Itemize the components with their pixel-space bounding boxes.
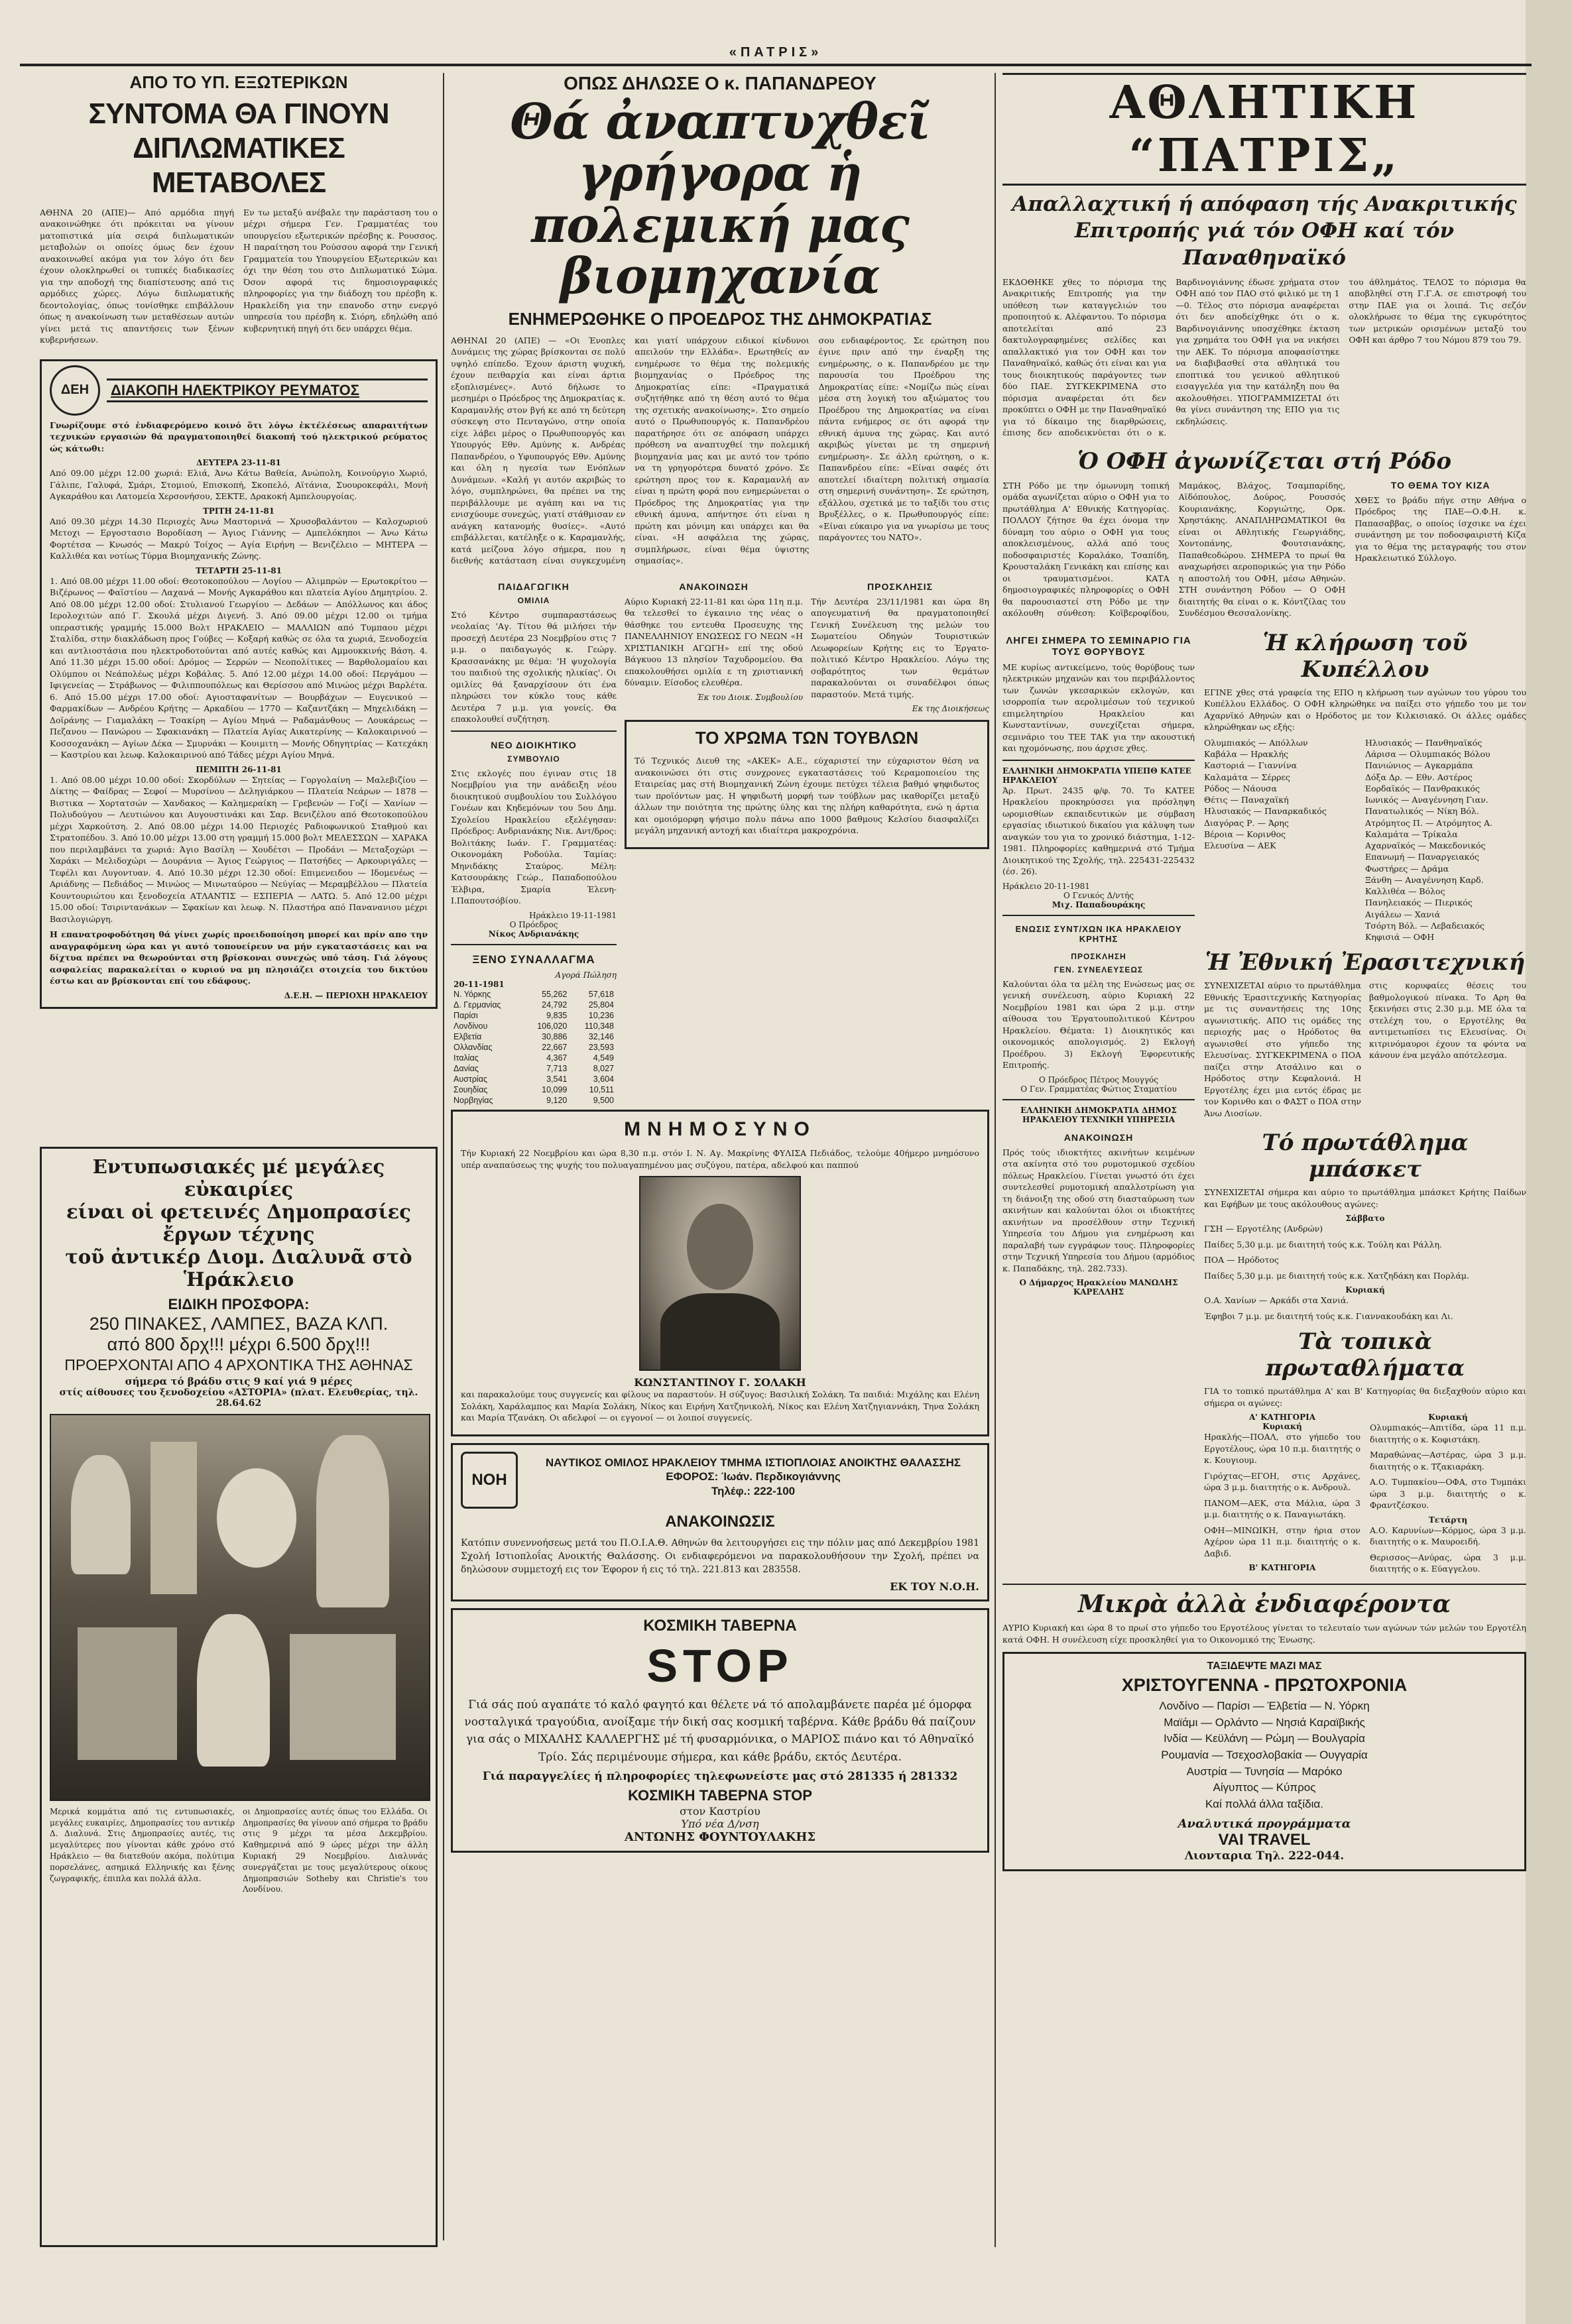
col2-left-narrow [451, 573, 617, 1106]
fx-sell: 25,804 [588, 1000, 614, 1010]
eras-body-2: στις κορυφαίες θέσεις του βαθμολογικού πίνακα. Το Αρη θα ξεκινήσει στις 2.30 μ.μ. ΜΕ όλα τα στελέχη του, ο Εργοτέλης θα αντιμετωπίσει τις Ελευσίνας. Οι κιτρινόμαυροι έχουν τα φόντα να κάνουν ένα μεγάλο απότελεσμα. [1369, 980, 1526, 1061]
cup-pair: Ρόδος — Νάουσα [1204, 783, 1277, 793]
cup-pair-row [1204, 805, 1526, 817]
cup-pair: Εορδαϊκός — Πανθρακικός [1365, 783, 1480, 793]
col3-right-stack [1204, 627, 1526, 1576]
dei-signature: Δ.Ε.Η. — ΠΕΡΙΟΧΗ ΗΡΑΚΛΕΙΟΥ [284, 990, 428, 1000]
cup-pair: Κηφισιά — ΟΦΗ [1365, 932, 1435, 943]
travel-prog: Αναλυτικά προγράμματα [1178, 1816, 1351, 1831]
local-fixture: Ολυμπιακός—Απιτίδα, ώρα 11 π.μ. διαιτητής ο κ. Κοφιστάκη. [1370, 1423, 1526, 1444]
fx-row [451, 1084, 617, 1095]
cup-pair: Ιωνικός — Αναγέννηση Γιαν. [1365, 795, 1488, 805]
fx-currency: Αυστρίας [453, 1074, 487, 1084]
cup-pair: Ηλυσιακός — Παναρκαδικός [1204, 806, 1327, 817]
fx-sell: 3,604 [593, 1074, 614, 1084]
cup-pair-row [1204, 920, 1526, 931]
fx-buy: 9,835 [546, 1010, 568, 1020]
column-1 [40, 73, 438, 1120]
dem-sign: Ο Γενικός Δ/ντής [1063, 890, 1134, 900]
dem-name: Μιχ. Παπαδουράκης [1052, 900, 1146, 909]
travel-destination: Ινδία — Κεϋλάνη — Ρώμη — Βουλγαρία [1164, 1732, 1365, 1745]
cup-pair: Λάρισα — Ολυμπιακός Βόλου [1365, 749, 1490, 760]
col3-left-stack [1002, 627, 1195, 1576]
local-heading: Κυριακή [1428, 1413, 1468, 1423]
rodos-headline: Ὁ ΟΦΗ ἀγωνίζεται στή Ρόδο [1077, 447, 1452, 475]
fx-sell: 9,500 [593, 1095, 614, 1105]
cup-pair: Καστοριά — Γιαννίνα [1204, 760, 1298, 771]
proskl-sign: Εκ της Διοικήσεως [912, 704, 989, 714]
kiza-body: ΧΘΕΣ το βράδυ πήγε στην Αθήνα ο Πρόεδρος της ΠΑΕ—Ο.Φ.Η. κ. Παπασαββας, ο οποίος ίσχσικε να έχει συνάντηση με τον ποδοσφαιριστή Κίζα για το θέμα της μεταγραφής του στον Ηρακλειωτικό Σύλλογο. [1355, 494, 1526, 563]
cup-pair: Αχαρναϊκός — Μακεδονικός [1365, 841, 1486, 851]
local-fixture: Α.Ο. Τυμπακίου—ΟΦΑ, στο Τυμπάκι ώρα 3 μ.μ. διαιτητής ο κ. Φραντζέσκου. [1370, 1477, 1526, 1511]
fx-buy: 10,099 [542, 1084, 568, 1094]
cup-pair-row [1204, 772, 1526, 783]
neo-sub: ΣΥΜΒΟΥΛΙΟ [507, 754, 560, 764]
nohm-tel: Τηλέφ.: 222-100 [711, 1484, 796, 1497]
cup-pair [1204, 863, 1365, 874]
sports-headline: ΑΘΛΗΤΙΚΗ “ΠΑΤΡΙΣ„ [1002, 73, 1526, 186]
cup-pair-row [1204, 829, 1526, 840]
column-divider-1 [443, 73, 444, 1147]
fx-title: ΞΕΝΟ ΣΥΝΑΛΛΑΓΜΑ [472, 953, 595, 966]
cup-headline: Ἡ κλήρωση τοῦ Κυπέλλου [1262, 629, 1468, 683]
fx-buy: 22,667 [542, 1042, 568, 1052]
divider [451, 944, 617, 945]
proskl-body: Τήν Δευτέρα 23/11/1981 και ώρα 8η απογευματινή θα πραγματοποιηθεί Γενική Συνέλευση της μελών του Σωματείου Οδηγών Τουριστικών Λεωφορείων Κρήτης εις το Έργατο-πολιτικό Κέντρο Ηρακλείου. Λόγω της σοβαρότητος των θεμάτων παρακαλούνται οι συναδέλφοι όπως παραστούν. Μετά τιμής. [811, 596, 989, 699]
travel-ad [1002, 1652, 1526, 1871]
col1-body-a: ΑΘΗΝΑ 20 (ΑΠΕ)— Από αρμόδια πηγή ανακοινώθηκε ότι πρόκειται να γίνουν ματοπιστικά μία σειρά διπλωματικών μεταβολών οι οποίες όμως δεν έχουν ανακοινωθεί ακόμα για τον λόγο ότι δεν έχουν ολοκληρωθεί οι τυπικές διαδικασίες για την αποδοχή της διαπίστευσης από τις αρμόδιες χώρες. Λόγω διπλωματικής δεοντολογίας, όπως τονίσθηκε επιβάλλουν όπως η ανακοίνωση των μεταθέσεων αυτών γίνει μετά τις απαντήσεις των ξένων κυβερνήσεων. [40, 207, 234, 345]
micra-body: ΑΥΡΙΟ Κυριακή και ώρα 8 το πρωί στο γήπεδο του Εργοτέλους γίνεται το τελευταίο των αγώνων τών μελών του Εργοτέλη κατά ΟΦΗ. Η συνέλευση είχε προσκληθεί για το Οικονομικό της Ένωσης. [1002, 1623, 1526, 1645]
ika-title: ΕΝΩΣΙΣ ΣΥΝΤ/ΧΩΝ ΙΚΑ ΗΡΑΚΛΕΙΟΥ ΚΡΗΤΗΣ [1015, 923, 1182, 944]
auction-caption-2: οι Δημοπρασίες αυτές όπως του Ελλάδα. Οι Δημοπρασίες θα γίνουν από σήμερα το βράδυ στις 9 μέχρι τα μέσα Δεκεμβρίου. Καθημερινά από 9 ώρες μέχρι την άλλη Κυριακή 29 Νοεμβρίου. Διαλυνάς συνεργάζεται με τους μεγαλύτερους οίκους Δημοπρασιών Sotheby και Christie's του Λονδίνου. [243, 1806, 428, 1894]
fx-currency: Ιταλίας [453, 1053, 479, 1063]
cup-pair [1204, 874, 1365, 886]
taverna-stop-logo: STOP [646, 1639, 794, 1692]
masthead-rule [20, 64, 1532, 66]
basket-games [1204, 1214, 1526, 1322]
cup-pair-row [1204, 737, 1526, 748]
taverna-foot: ΚΟΣΜΙΚΗ ΤΑΒΕΡΝΑ STOP [628, 1787, 812, 1804]
cup-pair: Φωστήρες — Δράμα [1365, 863, 1449, 874]
cup-pair: Πανατωλικός — Νίκη Βόλ. [1365, 806, 1479, 817]
fx-buy: 4,367 [546, 1053, 568, 1063]
fx-currency: Ελβετία [453, 1031, 482, 1041]
auction-caption: Μερικά κομμάτια από τις εντυπωσιακές, μεγάλες ευκαιρίες, Δημοπρασίες του αντικέρ Δ. Διαλυνά. Στις Δημοπρασίες αυτές, τις μεγαλύτερες που γίνονται κάθε χρόνο στό Ηράκλειο — θα διατεθούν ακόμα, πολύτιμα πορσελάνες, ασημικά Ελληνικής και ξένης ζωγραφικής, έπιπλα και πολλά άλλα. [50, 1806, 235, 1883]
dei-intro: Γνωρίζουμε στό ἐνδιαφερόμενο κοινό ὅτι λόγω ἐκτέλέσεως απαραιτήτων τεχνικών εργασιών θά πραγματοποιηθεί διακοπή τού ηλεκτρικού ρεύματος ώς κάτωθι: [50, 420, 428, 453]
eras-body: ΣΥΝΕΧΙΖΕΤΑΙ αύριο το πρωτάθλημα Εθνικής Έρασιτεχνικής Κατηγορίας με τις συναντήσεις της 10ης αγωνιστικής. ΑΠΟ τις ομάδες της περιοχής μας ο Ηρόδοτος θα αγωνισθεί στο γήπεδο της Ελευσίνας. ΣΥΓΚΕΚΡΙΜΕΝΑ ο ΠΟΑ παίζει στην Ατσάλινο και ο Ηρόδοτος στην Κεφαλονιά. Η Εργοτέλης έχει μια εντός έδρας με τον Κορινθο και ο ΦΑΣΤ ο ΠΟΑ στην Άνω Λιοσίων. [1204, 980, 1361, 1118]
fx-buy: 9,120 [546, 1095, 568, 1105]
neo-date: Ηράκλειο 19-11-1981 [529, 910, 617, 920]
micra-headline: Μικρὰ ἀλλὰ ἐνδιαφέροντα [1002, 1584, 1526, 1618]
cup-pair: Αιγάλεω — Χανιά [1365, 909, 1441, 919]
fx-row [451, 1063, 617, 1074]
tech-sub: ΑΝΑΚΟΙΝΩΣΗ [1063, 1132, 1134, 1143]
nohm-body: Κατόπιν συνεννοήσεως μετά του Π.Ο.Ι.Α.Θ. Αθηνών θα λειτουργήσει εις την πόλιν μας από Δεκεμβρίου 1981 Σχολή Ιστιοπλοΐας Ανοικτής Θαλάσσης. Οι ενδιαφερόμενοι να παρακολουθήσουν την Σχολή, πρέπει να δηλώσουν συμμετοχή εις τον Έφορον ή εις τό τηλ. 221.813 και 283558. [461, 1538, 979, 1575]
cup-pair-row [1204, 783, 1526, 794]
rodos-body: ΣΤΗ Ρόδο με την όμωνυμη τοπική ομάδα αγωνίζεται αύριο ο ΟΦΗ για το πρωτάθλημα Α' Εθνικής Κατηγορίας. ΠΟΛΛΟΥ ζήτησε θα έχει όνομα την δύναμη του αύριο ο ΟΦΗ για τους αποκλεισμένους, αλλά από τους ποδοσφαιριστές Κοραλάκο, Τσαπίδη, Κρουσταλάκη Γενικάκη και επίσης και οι τραυματισμένοι. ΚΑΤΑ δημοσιογραφικές πληροφορίες ο ΟΦΗ θα παρουσιαστεί στη Ρόδο με την ακόλουθη σύνθεση: Κοϊβεροφίδου, Μαμάκος, Βλάχος, Τσαμπαρίδης, Αϊδόπουλος, Δούρος, Ρουσσός Κουριανάκης, Κοργιώτης, Ορκ. Χρηστάκης. ΑΝΑΠΛΗΡΩΜΑΤΙΚΟΙ θα είναι οι Αθλητικής Γεωργιάδης, Χοντοπάνης, Φουτσιανάκης, Παπαθεοδώρου. ΣΗΜΕΡΑ το πρωί θα αναχωρήσει αεροπορικώς για την Ρόδο η αποστολή του ΟΦΗ, μέσω Αθηνών. ΣΤΗ συνάντηση Ρόδου — Ο ΟΦΗ διαιτητής θα είναι ο κ. Κόντζίλας του Συνδέσμου Θεσσαλονίκης. [1002, 480, 1346, 618]
neo-title: ΝΕΟ ΔΙΟΙΚΗΤΙΚΟ [491, 739, 577, 750]
fx-currency: Νορβηγίας [453, 1095, 493, 1105]
fx-sell: 23,593 [588, 1042, 614, 1052]
fx-row [451, 1042, 617, 1053]
fx-date: 20-11-1981 [453, 979, 505, 989]
auction-photo [50, 1414, 430, 1801]
divider [1002, 1099, 1195, 1100]
nohm-anak: ΑΝΑΚΟΙΝΩΣΙΣ [665, 1512, 775, 1531]
cup-pair-row [1204, 931, 1526, 943]
basket-time: Παίδες 5,30 μ.μ. με διαιτητή τούς κ.κ. Χατζηδάκη και Πορλάμ. [1204, 1270, 1469, 1281]
travel-destination: Λονδίνο — Παρίσι — Έλβετία — Ν. Υόρκη [1159, 1700, 1370, 1713]
fx-row [451, 989, 617, 1000]
col2-body: ΑΘΗΝΑΙ 20 (ΑΠΕ) — «Οι Ένοπλες Δυνάμεις της χώρας βρίσκονται σε πολύ υψηλό επίπεδο. Έχουν άριστη ψυχική, έχουν πειθαρχία και είναι άρτια εξοπλισμένες». Αυτό δήλωσε το μεσημέρι ο Πρόεδρος της Δημοκρατίας κ. Καραμανλής στον βγή κε από τη δεύτερη σύσκεψη στο Πενταγώνο, στην οποία είχε λάβει μέρος ο Πρωθυπουργός και Υπουργός Εθν. Αμύνης κ. Ανδρέας Παπανδρέου, ο Υφυπουργός Εθν. Αμύνης και όλη η ηγεσία των Ενόπλων Δυνάμεων. «Καλή γι αυτόν ακριβώς το λόγο, συμπληρώνει, θα πρέπει να της περιβάλλουμε με αγάπη και να τις ενισχύουμε συνεχώς, γιατί στάθμισαν εν ανάγκη κατανομής θυσίες». «Αυτό επιβάλλεται, κατέληξε ο κ. Καραμανλής, κατά μείζονα λόγο σήμερα, που η διεθνής κατάσταση είναι συγκεχυμένη και γιατί υπάρχουν ειδικοί κίνδυνοι απειλούν την Ελλάδα». Ερωτηθείς αν ενημέρωσε το θέμα της πολεμικής βιομηχανίας ο Πρόεδρος της Δημοκρατίας είπε: «Πραγματικά συζητήθηκε από τη θέση αυτό το θέμα της σχετικής ανακοίνωσης». Στο σημείο αυτό ο Πρωθυπουργός κ. Παπανδρέου παρατήρησε ότι σε απόφαση υπάρχει πρόθεση να αναπτυχθεί την πολεμική βιομηχανία μας και με αυτό τον τρόπο να τη γρηγορότερα δυνατό χρόνο. Σε ερώτηση προς τον κ. Καραμανλή αν είναι η πρώτη φορά που ενημερώνεται ο Πρόεδρος της Δημοκρατίας για την εθνική άμυνα, απήντησε ότι είναι η πρώτη και μόνιμη και υπάρχει και θα είναι. «Η ασφάλεια της χώρας, συμπλήρωσε, είναι θέμα ύψιστης σημασίας». [451, 335, 810, 566]
auction-where: στίς αίθουσες του ξενοδοχείου «ΑΣΤΟΡΙΑ» (πλατ. Ελευθερίας, τηλ. 28.64.62 [59, 1387, 418, 1409]
travel-lines [1012, 1698, 1516, 1812]
sports-deck: Απαλλαχτική ή απόφαση τής Ανακριτικής Επιτροπής γιά τόν ΟΦΗ καί τόν Παναθηναϊκό [1012, 192, 1517, 270]
cup-pair: Βέροια — Κορινθος [1204, 829, 1286, 839]
cup-pair: Πανιώνιος — Αγκαρμάπα [1365, 760, 1473, 771]
sports-intro: ΕΚΔΟΘΗΚΕ χθες το πόρισμα της Ανακριτικής Επιτροπής για την υπόθεση των καταγγελιών του προποιητού κ. Αλέφαντου. Το πόρισμα αποτελείται από 23 δακτυλογραφημένες σελίδες και απαλλακτικό για τον ΟΦΗ και τον Παναθηναϊκό, καθώς ότι είναι και για τους διοικητικούς παράγοντες των δύο ΠΑΕ. ΣΥΓΚΕΚΡΙΜΕΝΑ στο πόρισμα αναφέρεται ότι δεν προκύπτει ο ΟΦΗ με την Παναθηναϊκό για τό δίκαιμο της διαρθρώσεις, έπισης δεν αποδεικνύεται ότι ο κ. Βαρδινογιάννης έδωσε χρήματα στον ΟΦΗ από τον ΠΑΟ στό φιλικό με τη 1—0. Τέλος στο πόρισμα αναφέρεται ότι δεν αποδείχθηκε ότι ο κ. Βαρδινογιάννης υποσχέθηκε έκταση για χρημάτα του ΟΦΗ για να νικήσει την ΑΕΚ. Το πόρισμα αποφασίστηκε να διαβιβασθεί στα αθλητικά του εποπτικά του γενικού αθλητικού εισαγγελέα για την κατάληξη που θα ακολουθήσει. ΥΠΟΓΡΑΜΜΙΖΕΤΑΙ ότι θα γίνει συνάντηση της ΕΠΟ για τις εκδηλώσεις. [1002, 276, 1340, 438]
column-2 [451, 73, 989, 2313]
taverna-owner: ΑΝΤΩΝΗΣ ΦΟΥΝΤΟΥΛΑΚΗΣ [624, 1830, 816, 1845]
cup-pair [1204, 897, 1365, 908]
fx-table [451, 989, 617, 1106]
memo-title: ΜΝΗΜΟΣΥΝΟ [624, 1118, 816, 1140]
nohm-sign: ΕΚ ΤΟΥ Ν.Ο.Η. [890, 1580, 979, 1594]
fx-buy: 7,713 [546, 1063, 568, 1073]
taverna-title: ΚΟΣΜΙΚΗ ΤΑΒΕΡΝΑ [643, 1617, 797, 1635]
tech-title: ΕΛΛΗΝΙΚΗ ΔΗΜΟΚΡΑΤΙΑ ΔΗΜΟΣ ΗΡΑΚΛΕΙΟΥ ΤΕΧΝΙΚΗ ΥΠΗΡΕΣΙΑ [1020, 1105, 1177, 1124]
auction-title-2: είναι οἱ φετεινές Δημοπρασίες ἔργων τέχνης [66, 1200, 411, 1246]
travel-title: ΤΑΞΙΔΕΨΤΕ ΜΑΖΙ ΜΑΣ [1207, 1660, 1322, 1672]
cup-body: ΕΓΙΝΕ χθες στά γραφεία της ΕΠΟ η κλήρωση των αγώνων του γύρου του Κυπέλλου Ελλάδος. Ο ΟΦΗ κληρώθηκε να παίξει στο γήπεδο του με τον Αχαρνϊκό Αθηνών και ο Ηρόδοτος με τον Κιλκισιακό. Οι άλλες ομάδες κληρώθηκαν ως εξής: [1204, 687, 1526, 732]
cup-pair-row [1204, 817, 1526, 829]
dei-day-3: ΤΕΤΑΡΤΗ 25-11-81 1. Από 08.00 μέχρι 11.00 οδοί: Θεοτοκοπούλου — Λογίου — Αλιμπρών — Ερωτοκρίτου — Βιζέρωνος — Φαϊστίου — Λαχανά — Μονής Αγκαράθου και πλατεία Αγίου Δημητρίου. 2. Από 08.00 μέχρι 12.00 οδοί: Στυλιανού Γεωργίου — Δεδάων — Απόλλωνος και άδος Ιερολοχιτών από Γ. Σκουλά μέχρι Διγενή. 3. Από 09.00 μέχρι 12.00 οι τμήμα υπεραστικής γραμμής 15.000 Βολτ ΗΡΑΚΛΕΙΟ — ΜΑΛΛΙΩΝ από Τυμπαου μέχρι Σταλίδα, στην διακλάδωση προς Γούβες — Κοξαρή καθώς σε όλα τα χωριά, Ξενοδοχεία και αντλιοστάσια που ηλεκτροδοτούνται από αυτές καθώς και Αμμουκκινής Βάση. 4. Από 11.30 μέχρι 15.00 οδοί: Δρόμος — Σερρών — Νεοπολίτικες — Βαρθολομαίου και Ολύμπου οι Νεάπολέως μέχρι Κοβάλας. 5. Από 12.00 μέχρι 14.00 οδοί: Περγάμου — Ιφιγενείας — Στράβωνος — Φιλιππουπόλεως και Θερίσσου από Μινώος μέχρι Βαρλέτα. 6. Από 15.00 μέχρι 17.00 οδοί: Αγιοσταφανίτων — Βουρβάχων — Ευγενικού — Φαρμακίδων — Ανδρέου Κρήτης — Αρκαδίου — 1770 — Καζαντζάκη — Μηχελιδάκη — Δοϊράνης — Γιαμαλάκη — Τσακίρη — Αγίου Μηνά — Ραδαμάνθους — Λουκάρεως — Πεζανου — Πανώρου — Σφακιανάκη — Πλατεία Αγίας Αικατερίνης — Καλοκαιρινού — Κοσσοχανάκη — Αγίων Δέκα — Σμυρνάκι — Κουιμιτη — Μονής Οδηγητρίας — Κατεχάκη — Καστρίου και λεωφ. Καλοκαιρινού από Τάδες μέχρι Αγίου Μηνά. [50, 565, 428, 760]
cup-pair-row [1204, 886, 1526, 897]
pedag-sub: ΟΜΙΛΙΑ [517, 595, 550, 605]
fx-currency: Δανίας [453, 1063, 479, 1073]
travel-big: ΧΡΙΣΤΟΥΓΕΝΝΑ - ΠΡΩΤΟΧΡΟΝΙΑ [1121, 1675, 1408, 1696]
travel-destination: Μαϊάμι — Ορλάντο — Νησιά Καραϊβικής [1164, 1715, 1365, 1729]
colour-body: Τό Τεχνικός Διευθ της «ΑΚΕΚ» Α.Ε., εύχαριστεί την εύχαριστον θέση να ανακοινώσει ότι στις συνχρονες εγκαταστάσεις τού Κεραμοποιείου της Εταιρείας μας στή Βιομηχανική Ζώνη έχουμε πετύχει τέλεια βαθμό ψηφιδωτος των προϊόντων μας. Η ψηφιδωτή μορφή των τούβλων μας ικαθορίζει μεταξύ άλλων την ποιότητα της πρώτης ύλης και της πλήρη καθαρότητα, ενώ η άρτια και ομοιόμορφη ψήσιμο πολυ πάνω απο 1000 βαθμους Κελσίου διασφαλίζει μεγάλη μηχανική αντοχή και ιδιαίτερα μακροχρόνια. [635, 756, 979, 836]
fx-row [451, 1095, 617, 1106]
cup-pair: Ηλυσιακός — Πανθηναϊκός [1365, 737, 1482, 748]
anak-sign: Έκ του Διοικ. Συμβουλίου [696, 692, 803, 702]
col2-body-2: σου ενδιαφέροντος. Σε ερώτηση που έγινε πριν από την έναρξη της ενημέρωσης, ο κ. Παπανδρέου με την παρουσία του Προέδρου της Δημοκρατίας είπε: «Νομίζω πώς είναι μέσα στη λογική του αξιώματος του Προέδρου της Δημοκρατίας να είναι πάντα ενήμερος σε ότι αφορά την εθνική άμυνα της χώρας. Και αυτό ακριβώς γίνεται με τη σημερινή ενημέρωση». Σε άλλη ερώτηση, ο κ. Παπανδρέου είπε: «Είναι σαφές ότι αποτελεί ιδιαίτερη πολιτική σημασία στη σημερινή συνάντηση». Σε ερώτηση, εξάλλου, σχετικά με το ταξίδι του στις Βρυξέλλες, ο κ. Πρωθυπουργός είπε: «Είναι εύκαιρο για να γνωρίσω με τους παράγοντες του ΝΑΤΟ». [818, 335, 989, 543]
cup-pair: Ατρόμητος Π. — Ατρόμητος Α. [1365, 817, 1493, 828]
dem-body: Άρ. Πρωτ. 2435 φ/φ. 70. Το ΚΑΤΕΕ Ηρακλείου προκηρύσσει για πρόσληψη ωρομισθίων εκπαιδευτικών με σύμβαση εργασίας ιδιωτικού δικαίου για κάλυψη των αναγκών του για το χρονικό διάστημα, 1-12-1981. Πληροφορίες καθημερινά στό Τμήμα Διοικητικού της Σχολής, τηλ. 225431-225432 (έσ. 26). [1002, 785, 1195, 877]
column-divider-2 [995, 73, 996, 2247]
fx-row [451, 1074, 617, 1084]
auction-when: σήμερα τό βράδυ στις 9 καί γιά 9 μέρες [125, 1375, 353, 1387]
basket-line: Ο.Α. Χανίων — Αρκάδι στα Χανιά. [1204, 1295, 1349, 1306]
column-3 [1002, 73, 1526, 2313]
local-heading: Κυριακή [1262, 1422, 1302, 1432]
fx-buy: 55,262 [542, 989, 568, 999]
col1-body-b: Εν τω μεταξύ ανέβαλε την παράσταση του ο μέχρι σήμερα Γεν. Γραμματέας του υπουργείου εξωτερικών πρέσβης κ. Ρουσσος. Η παραίτηση του Ρούσσου αφορά την Γενική Γραμματεία του Υπουργείου Εξωτερικών και όχι την θέση του στο Διπλωματικό Σώμα. Όσον αφορά τις δημοσιογραφικές πληροφορίες για την διάδοχη του πρέσβη κ. Ηρακλείδη για την επανοδο στην ενεργό υπηρεσία του πρέσβη κ. Σιόρη, εδηλώθη από κυβερνητική πηγή ότι δεν υπάρχει θέμα. [243, 207, 438, 333]
cup-pair: Καλαμάτα — Σέρρες [1204, 772, 1290, 782]
cup-pair [1204, 851, 1365, 862]
ika-sub: ΠΡΟΣΚΛΗΣΗ [1071, 951, 1126, 961]
auction-offer: ΕΙΔΙΚΗ ΠΡΟΣΦΟΡΑ: [168, 1296, 310, 1312]
kiza-title: ΤΟ ΘΕΜΑ ΤΟΥ ΚΙΖΑ [1390, 479, 1490, 491]
local-heading: Α' ΚΑΤΗΓΟΡΙΑ [1248, 1413, 1316, 1423]
cup-pair: Καλλιθέα — Βόλος [1365, 886, 1445, 897]
col1-kicker: ΑΠΟ ΤΟ ΥΠ. ΕΞΩΤΕΡΙΚΩΝ [129, 73, 348, 92]
col1-headline: ΣΥΝΤΟΜΑ ΘΑ ΓΙΝΟΥΝ ΔΙΠΛΩΜΑΤΙΚΕΣ ΜΕΤΑΒΟΛΕΣ [88, 97, 389, 199]
cup-pair: Τσόρτη Βόλ. — Λεβαδειακός [1365, 920, 1485, 931]
tech-sign: Ο Δήμαρχος Ηρακλείου ΜΑΝΩΛΗΣ ΚΑΡΕΛΛΗΣ [1019, 1278, 1178, 1297]
basket-headline: Τό πρωτάθλημα μπάσκετ [1262, 1130, 1469, 1183]
auction-line-2: από 800 δρχ!!! μέχρι 6.500 δρχ!!! [107, 1334, 371, 1355]
col2-right-narrow [625, 573, 989, 1106]
fx-currency: Ολλανδίας [453, 1042, 493, 1052]
basket-time: Έφηβοι 7 μ.μ. με διαιτητή τούς κ.κ. Γιαννακουδάκη και Λι. [1204, 1310, 1453, 1321]
anak-body: Αύριο Κυριακή 22-11-81 και ώρα 11η π.μ. θα τελεσθεί το έγκαινιο της νέας ο θάσθηκε του εντευθα Προσευχης της ΠΑΝΕΛΛΗΝΙΟΥ ΕΝΩΣΕΩΣ ΓΟ ΝΕΩΝ «Η ΧΡΙΣΤΙΑΝΙΚΗ ΑΓΩΓΗ» επί της οδού Βάγκυου 13 πλησίον Ταχυδρομείου. Θα επακολουθήσει ομιλία ε τη χριστιανική δύναμιν. Είσοδος ελευθέρα. [625, 596, 803, 688]
fx-sell: 10,511 [589, 1084, 614, 1094]
travel-agency: VAI TRAVEL [1218, 1830, 1311, 1849]
taverna-ad [451, 1608, 989, 1853]
page-edge [1526, 0, 1572, 2324]
sports-intro-2: του άθλημάτος. ΤΕΛΟΣ το πόρισμα θα αποβληθεί στη Γ.Γ.Α. σε επιστροφή του στην ΠΑΕ για οι λοιπά. Τις σεζόν ολοκλήρωσε το θέμα της εγκυρότητος των μετρικών ορισμένων μεταξύ του ΟΦΗ και άρθρο 7 του Νόμου 879 του 79. [1349, 276, 1526, 345]
divider [1002, 760, 1195, 761]
fx-row [451, 1000, 617, 1010]
cup-pair-row [1204, 897, 1526, 908]
fx-sell: 10,236 [588, 1010, 614, 1020]
cup-pair: Ολυμπιακός — Απόλλων [1204, 737, 1308, 748]
cup-pair: Καβάλα — Ηρακλής [1204, 749, 1289, 760]
basket-line: ΠΟΑ — Ηρόδοτος [1204, 1255, 1279, 1265]
col2-kicker: ΟΠΩΣ ΔΗΛΩΣΕ Ο κ. ΠΑΠΑΝΔΡΕΟΥ [564, 73, 877, 93]
anak-title: ΑΝΑΚΟΙΝΩΣΗ [679, 581, 749, 592]
fx-buy: 24,792 [542, 1000, 568, 1010]
local-fixture: Μαραθώνας—Αστέρας, ώρα 3 μ.μ. διαιτητής ο κ. Τζακιαράκη. [1370, 1450, 1526, 1472]
lig-body: ΜΕ κυρίως αντικείμενο, τούς θορύβους των ηλεκτρικών μηχανών και του περιβάλλοντος των ζωνών γκεσαρικών εκλογών, και ισορροπία των αερολιμέσων τού τεχνικού επιμελητηρίου Ηρακλείου και Κωνσταντίνων, συνεχίζεται σήμερα, σεμινάριο του ΤΕΕ ΤΑΚ για την ακουστική και ηχομόνωσης, που άρχισε χθες. [1002, 662, 1195, 754]
fx-currency: Σουηδίας [453, 1084, 488, 1094]
fx-sub: Αγορά Πώληση [555, 970, 617, 980]
pedag-title: ΠΑΙΔΑΓΩΓΙΚΗ [498, 581, 570, 592]
fx-sell: 110,348 [584, 1021, 614, 1031]
ad-divider [443, 1140, 444, 2240]
fx-currency: Παρίσι [453, 1010, 478, 1020]
local-fixture: ΟΦΗ—ΜΙΝΩΙΚΗ, στην ήρια στον Αχέρον ώρα 11 π.μ. διαιτητής ο κ. Δαβιδ. [1204, 1525, 1360, 1558]
travel-addr: Λιονταρια Τηλ. 222-044. [1184, 1849, 1345, 1863]
nohm-title: ΝΑΥΤΙΚΟΣ ΟΜΙΛΟΣ ΗΡΑΚΛΕΙΟΥ ΤΜΗΜΑ ΙΣΤΙΟΠΛΟΙΑΣ ΑΝΟΙΚΤΗΣ ΘΑΛΑΣΣΗΣ [545, 1456, 961, 1469]
local-heading: Τετάρτη [1428, 1515, 1468, 1525]
travel-destination: Αυστρία — Τυνησία — Μαρόκο [1186, 1765, 1343, 1778]
masthead: «ΠΑΤΡΙΣ» [729, 45, 823, 60]
cup-pair-row [1204, 909, 1526, 920]
travel-destination: Ρουμανία — Τσεχοσλοβακία — Ουγγαρία [1161, 1749, 1368, 1762]
cup-pair-row [1204, 851, 1526, 862]
cup-pair: Ξάνθη — Αναγέννηση Καρδ. [1365, 874, 1484, 885]
taverna-body: Γιά σάς πού αγαπάτε τό καλό φαγητό και θέλετε νά τό απολαμβάνετε παρέα μέ όμορφα νοσταλγικά τραγούδια, ανοίξαμε τήν δική σας κοσμική ταβέρνα. Κάθε βράδυ θά παίζουν για σάς ο ΜΙΧΑΛΗΣ ΚΑΛΛΕΡΓΗΣ μέ τή φυσαρμόνικα, ο ΜΑΡΙΟΣ πιάνο και τό Αθηναϊκό Τρίο. Σάς περιμένουμε σήμερα, και κάθε βράδυ, εκτός Δευτέρα. [464, 1698, 976, 1764]
cup-pair-row [1204, 874, 1526, 886]
ika-sub2: ΓΕΝ. ΣΥΝΕΛΕΥΣΕΩΣ [1054, 964, 1144, 974]
basket-day: Κυριακή [1345, 1285, 1385, 1295]
memorial-portrait [639, 1176, 801, 1371]
local-fixture: Α.Ο. Καρυνίων—Κόρμος, ώρα 3 μ.μ. διαιτητής ο κ. Μαυροειδή. [1370, 1525, 1526, 1547]
cup-pair-row [1204, 863, 1526, 874]
cup-pair [1204, 909, 1365, 920]
taverna-info: Γιά παραγγελίες ή πληροφορίες τηλεφωνείστε μας στό 281335 ή 281332 [482, 1770, 958, 1784]
auction-line-3: ΠΡΟΕΡΧΟΝΤΑΙ ΑΠΟ 4 ΑΡΧΟΝΤΙΚΑ ΤΗΣ ΑΘΗΝΑΣ [64, 1356, 413, 1374]
taverna-loc2: Υπό νέα Δ/νση [681, 1818, 759, 1831]
fx-row [451, 1010, 617, 1021]
col2-deck: ΕΝΗΜΕΡΩΘΗΚΕ Ο ΠΡΟΕΔΡΟΣ ΤΗΣ ΔΗΜΟΚΡΑΤΙΑΣ [508, 308, 932, 329]
dei-title: ΔΙΑΚΟΠΗ ΗΛΕΚΤΡΙΚΟΥ ΡΕΥΜΑΤΟΣ [107, 378, 428, 402]
sailing-club-box [451, 1443, 989, 1601]
cup-pair-row [1204, 794, 1526, 805]
travel-destination: Αίγυπτος — Κύπρος [1213, 1781, 1316, 1794]
cup-pair: Θέτις — Παναχαϊκή [1204, 795, 1289, 805]
local-fixture: Θερισσος—Ανύρας, ώρα 3 μ.μ. διαιτητής ο κ. Εύαγγελου. [1370, 1552, 1526, 1574]
cup-pair: Επανωμή — Παναργειακός [1365, 852, 1479, 862]
auction-line-1: 250 ΠΙΝΑΚΕΣ, ΛΑΜΠΕΣ, ΒΑΖΑ ΚΛΠ. [89, 1314, 389, 1334]
fx-sell: 32,146 [588, 1031, 614, 1041]
memorial-box [451, 1110, 989, 1436]
dei-notice [40, 359, 438, 1009]
neo-name: Νίκος Ανδριανάκης [488, 929, 579, 939]
fx-currency: Ν. Υόρκης [453, 989, 491, 999]
memo-name: ΚΩΝΣΤΑΝΤΙΝΟΥ Γ. ΣΟΛΑΚΗ [634, 1376, 806, 1389]
memo-text: Τήν Κυριακή 22 Νοεμβρίου και ώρα 8,30 π.μ. στόν Ι. Ν. Αγ. Μακρίνης ΦΥΛΙΣΑ Πεδιάδος, τελούμε 40ήμερο μνημόσυνο υπέρ αναπαύσεως της ψυχής του πολυαγαπημένου μας συζύγου, πατέρα, αδελφού και παππού [461, 1148, 979, 1170]
local-fixture: Γιρόχτας—ΕΓΟΗ, στις Αρχάνες, ώρα 3 μ.μ. διαιτητής ο κ. Ανδρουλ. [1204, 1470, 1360, 1493]
fx-currency: Δ. Γερμανίας [453, 1000, 501, 1010]
memo-end: και παρακαλούμε τους συγγενείς και φίλους να παραστούν. Η σύζυγος: Βασιλική Σολάκη. Τα παιδιά: Μιχάλης και Ελένη Σολάκη, Χαράλαμπος και Μαρία Σολάκη, Νίκος και Ειρήνη Χατζηνικολή, Νίκος και Ελένη Χατζηγιαννάκη, Τηνα Σολάκη και Μαρία Τζανάκη. Οι αδελφοί — οι εγγονοί — οι λοιποί συγγενείς. [461, 1389, 979, 1423]
local-heading: Β' ΚΑΤΗΓΟΡΙΑ [1248, 1563, 1316, 1573]
local-body: ΓΙΑ το τοπικό πρωτάθλημα Α' και Β' Κατηγορίας θα διεξαχθούν αύριο και σήμερα οι αγώνες: [1204, 1386, 1526, 1408]
fx-buy: 3,541 [546, 1074, 568, 1084]
fx-buy: 30,886 [542, 1031, 568, 1041]
ika-body: Καλούνται όλα τα μέλη της Ενώσεως μας σε γενική συνέλευση, αύριο Κυριακή 22 Νοεμβρίου 1981 και ώρα 2 μ.μ. στην αίθουσα του Έργατουπολιτικού Κέντρου Ηρακλείου. Θέματα: 1) Διοικητικός και οικονομικός απολογισμός. 2) Εκλογή Προέδρου. 3) Εκλογή Έφορευτικής Επιτροπής. [1002, 978, 1195, 1071]
basket-line: ΓΣΗ — Εργοτέλης (Ανδρών) [1204, 1224, 1323, 1234]
fx-sell: 57,618 [588, 989, 614, 999]
fx-row [451, 1021, 617, 1031]
cup-pair [1204, 886, 1365, 897]
ika-pres: Ο Πρόεδρος Πέτρος Μουγγός [1039, 1075, 1158, 1084]
fx-row [451, 1053, 617, 1063]
dei-day-4: ΠΕΜΠΤΗ 26-11-81 1. Από 08.00 μέχρι 10.00 οδοί: Σκορδύλων — Σητείας — Γοργολαίνη — Μαλεβιζίου — Δίκτης — Φαίδρας — Σεφοί — Μυρσίνου — Δεληγιάρκου — Πλατεία Νεάρων — 1878 — Βιστικα — Χορτατσών — Χανδακος — Καλημεραίκη — Γρεβενών — Γοζί — Χανίων — Πολυδούγου — Λευτιώνου και Αυγουστινάκι και Σαρ. Βενιζέλου από Θεοτοκοπούλου μέχρι Χαρκούτση. 2. Από 08.00 μέχρι 14.00 Περιοχές Ραδιοφωνικού Σταθμού και Στρατοπέδου. 3. Από 10.00 μέχρι 13.00 στη γραμμή 15.000 βολτ ΜΕΛΕΣΣΩΝ — ΧΑΡΑΚΑ που περιλαμβάνει τα χωριά: Άγιο Βασίλη — Χουδέτσι — Προδάνι — Μεταξοχώρι — Χαράκι — Μελιδοχώρι — Δουράνια — Άγιος Γεώργιος — Πατσήδες — Αρκουριγάλες — Τεφέλι και Λυγοντυαν. 4. Από 10.30 μέχρι 12.30 οδοί: Επιμενειδου — Ιδομενέως — Αριάδνης — Πεδιάδος — Μινώος — Μινωταύρου — Νεύγίας — Μεραμβέλλου — Πλατεία Κουντουριώτου και ξενοδοχεία ΑΤΛΑΝΤΙΣ — ΕΣΠΕΡΙΑ — ΛΑΤΩ. 5. Από 12.00 μέχρι 15.00 οδοί: Τσιριντανάκων — Σφακίων και λεωφ. Ν. Πλαστήρα από Πανανανιου μέχρι Βασιλογιώργη. [50, 764, 428, 924]
local-lines [1204, 1413, 1526, 1576]
divider [1002, 915, 1195, 916]
cup-pair: Διαγόρας Ρ. — Άρης [1204, 817, 1289, 828]
dei-logo: ΔΕΗ [50, 365, 100, 416]
neo-sign: Ο Πρόεδρος [509, 919, 558, 929]
fx-currency: Λονδίνου [453, 1021, 488, 1031]
local-fixture: ΠΑΝΟΜ—ΑΕΚ, στα Μάλια, ώρα 3 μ.μ. διαιτητής ο κ. Παναγιωτάκη. [1204, 1497, 1360, 1520]
bricks-colour-ad [625, 720, 989, 848]
pedag-body: Στό Κέντρο συμπαραστάσεως νεολαίας 'Αγ. Τίτου θά μιλήσει τήν προσεχή Δευτέρα 23 Νοεμβρίου στις 7 μ.μ. ο παιδαγωγός κ. Γεώργ. Κρασσανάκης με θέμα: 'Η ψυχολογία του παιδιού της σχολικής ηλικίας'. Οι ομιλίες θά ξαναρχίσουν ότι ένα πληρώσει τον κύκλο τους κάθε Δευτέρα 7 μ.μ. για γονείς. Θα επακολουθεί συζήτηση. [451, 609, 617, 725]
basket-day: Σάββατο [1345, 1214, 1385, 1224]
cup-pair: Πανηλειακός — Πιερικός [1365, 898, 1473, 908]
nohm-ephor: ΕΦΟΡΟΣ: Ίωάν. Περδικογιάννης [666, 1470, 841, 1483]
taverna-loc: στον Καστρίου [680, 1805, 760, 1818]
lig-title: ΛΗΓΕΙ ΣΗΜΕΡΑ ΤΟ ΣΕΜΙΝΑΡΙΟ ΓΙΑ ΤΟΥΣ ΘΟΡΥΒΟΥΣ [1006, 634, 1191, 658]
fx-sell: 8,027 [593, 1063, 614, 1073]
tech-body: Πρός τούς ιδιοκτήτες ακινήτων κειμένων στα ακίνητα στό του ρυμοτομικού σχεδίου πόλεως Ηρακλείου. Γίνεται γνωστό ότι έχει συντελεσθεί ρυμοτομική απαλλοτρίωση για τη διάνοιξη της οδού στη διασταύρωση των ακινήτων και καλούνται όλοι οι ιδιοκτήτες ακινήτων να προσέλθουν στην Τεχνική Υπηρεσία του Δήμου για ενημέρωση και παραλαβή των εγγράφων τους. Πληροφορίες στην Τεχνική Υπηρεσία του Δήμου (αρμόδιος κ. Παπαδάκης, τηλ. 282.733). [1002, 1147, 1195, 1273]
col2-headline: Θά ἀναπτυχθεῖ γρήγορα ἡ πολεμική μας βιομηχανία [510, 93, 930, 306]
auction-title-3: τοῦ ἀντικέρ Διομ. Διαλυνᾶ στὸ Ἡράκλειο [65, 1246, 412, 1291]
basket-body: ΣΥΝΕΧΙΖΕΤΑΙ σήμερα και αύριο το πρωτάθλημα μπάσκετ Κρήτης Παίδων και Εφήβων με τους ακόλουθους αγώνες: [1204, 1187, 1526, 1209]
cup-pair: Καλαμάτα — Τρίκαλα [1365, 829, 1458, 839]
auction-title-1: Εντυπωσιακές μέ μεγάλες εὐκαιρίες [92, 1155, 385, 1200]
cup-pair: Ελευσίνα — ΑΕΚ [1204, 841, 1276, 851]
basket-time: Παίδες 5,30 μ.μ. με διαιτητή τούς κ.κ. Τούλη και Ράλλη. [1204, 1239, 1443, 1249]
cup-pair [1204, 920, 1365, 931]
dei-day-1: ΔΕΥΤΕΡΑ 23-11-81 Από 09.00 μέχρι 12.00 χωριά: Ελιά, Άνω Κάτω Βαθεία, Ανώπολη, Κοινούργιο Χωριό, Γάλιπε, Γαλυφά, Σμάρι, Στομιού, Επισκοπή, Σκοπελό, Αϊτάνια, Συουροκεφάλι, Μονή Αγκαράθου και Λατομεία Χερσονήσου, ΣΕΚΤΕ, Δρακοκή Αμπελουργοίας. [50, 458, 428, 502]
local-fixture: Ηρακλής—ΠΟΑΛ, στο γήπεδο του Εργοτέλους, ώρα 10 π.μ. διαιτητής ο κ. Κουγιουμ. [1204, 1432, 1360, 1466]
cup-pair-row [1204, 840, 1526, 851]
cup-pair: Δόξα Δρ. — Εθν. Αστέρος [1365, 772, 1473, 782]
neo-body: Στις εκλογές που έγιναν στις 18 Νοεμβρίου για την ανάδειξη νέου διοικητικού συμβουλίου του Συλλόγου Γονέων και Κηδεμόνων του 5ου Δημ. Σχολείου Ηρακλείου εξελέγησαν: Πρόεδρος: Ανδριανάκης Νικ. Αντ/δρος: Βολιτάκης Ιωάν. Γ. Γραμματέας: Οικονομάκη Ροδούλα. Ταμίας: Μηνιδάκης Σταύρος. Μέλη: Κατσουράκης Γεώρ., Παπαδοπούλου Έλβιρα, Σμαρία Έλενη-Ι.Παπουτσόβίου. [451, 768, 617, 906]
dei-warning: Η επανατροφοδότηση θά γίνει χωρίς προειδοποίηση μπορεί και πρίν απο την αναγραφόμενη ώρα και γι αυτό τοπουείρευν να μήν εγκαταστάσεις και να δίχτυα πρέπει να θεωρούνται στη βρίσκοναι συνεχώς υπό τάση. Γιά λόγους ασφαλείας παρακαλείται ο κυριού να μη πλησιάζει στοιχεία του δικτύου έστω και αν βρίσκονται επί του εδάφους. [50, 929, 428, 986]
dei-day-2: ΤΡΙΤΗ 24-11-81 Από 09.30 μέχρι 14.30 Περιοχές Άνω Μαστορινά — Χρυσοβαλάντου — Καλοχωριού Μετοχι — Εργοστασιο Βοροδίαση — Άγιος Γιάννης — Αμπελόκηποι — Άνω Κάτω Φορτέτσα — Κνωσός — Μακρύ Τοίχος — Αγία Ειρήνη — Βενιζέλειο — ΜΗΤΕΡΑ — Καλλιθέα και νοτίως Τύρμα Βιομηχανικής Ζώνης. [50, 506, 428, 561]
colour-title: ΤΟ ΧΡΩΜΑ ΤΩΝ ΤΟΥΒΛΩΝ [695, 728, 919, 748]
cup-pair [1204, 931, 1365, 943]
divider [451, 730, 617, 732]
eras-headline: Ἡ Ἐθνική Ἐρασιτεχνική [1205, 949, 1526, 976]
auction-ad [40, 1147, 438, 2247]
proskl-title: ΠΡΟΣΚΛΗΣΙΣ [867, 581, 933, 592]
dem-title: ΕΛΛΗΝΙΚΗ ΔΗΜΟΚΡΑΤΙΑ ΥΠΕΠΘ ΚΑΤΕΕ ΗΡΑΚΛΕΙΟΥ [1002, 766, 1191, 785]
noh-logo: ΝΟΗ [461, 1452, 518, 1509]
dem-date: Ηράκλειο 20-11-1981 [1002, 881, 1090, 891]
fx-sell: 4,549 [593, 1053, 614, 1063]
travel-destination: Καί πολλά άλλα ταξίδια. [1205, 1797, 1323, 1810]
cup-pair-row [1204, 748, 1526, 760]
cup-pairings [1204, 737, 1526, 943]
fx-buy: 106,020 [537, 1021, 568, 1031]
ika-sign: Ο Γεν. Γραμματέας Φώτιος Σταματίου [1020, 1084, 1177, 1094]
local-headline: Τὰ τοπικὰ πρωταθλήματα [1265, 1328, 1465, 1382]
fx-row [451, 1031, 617, 1042]
cup-pair-row [1204, 760, 1526, 771]
